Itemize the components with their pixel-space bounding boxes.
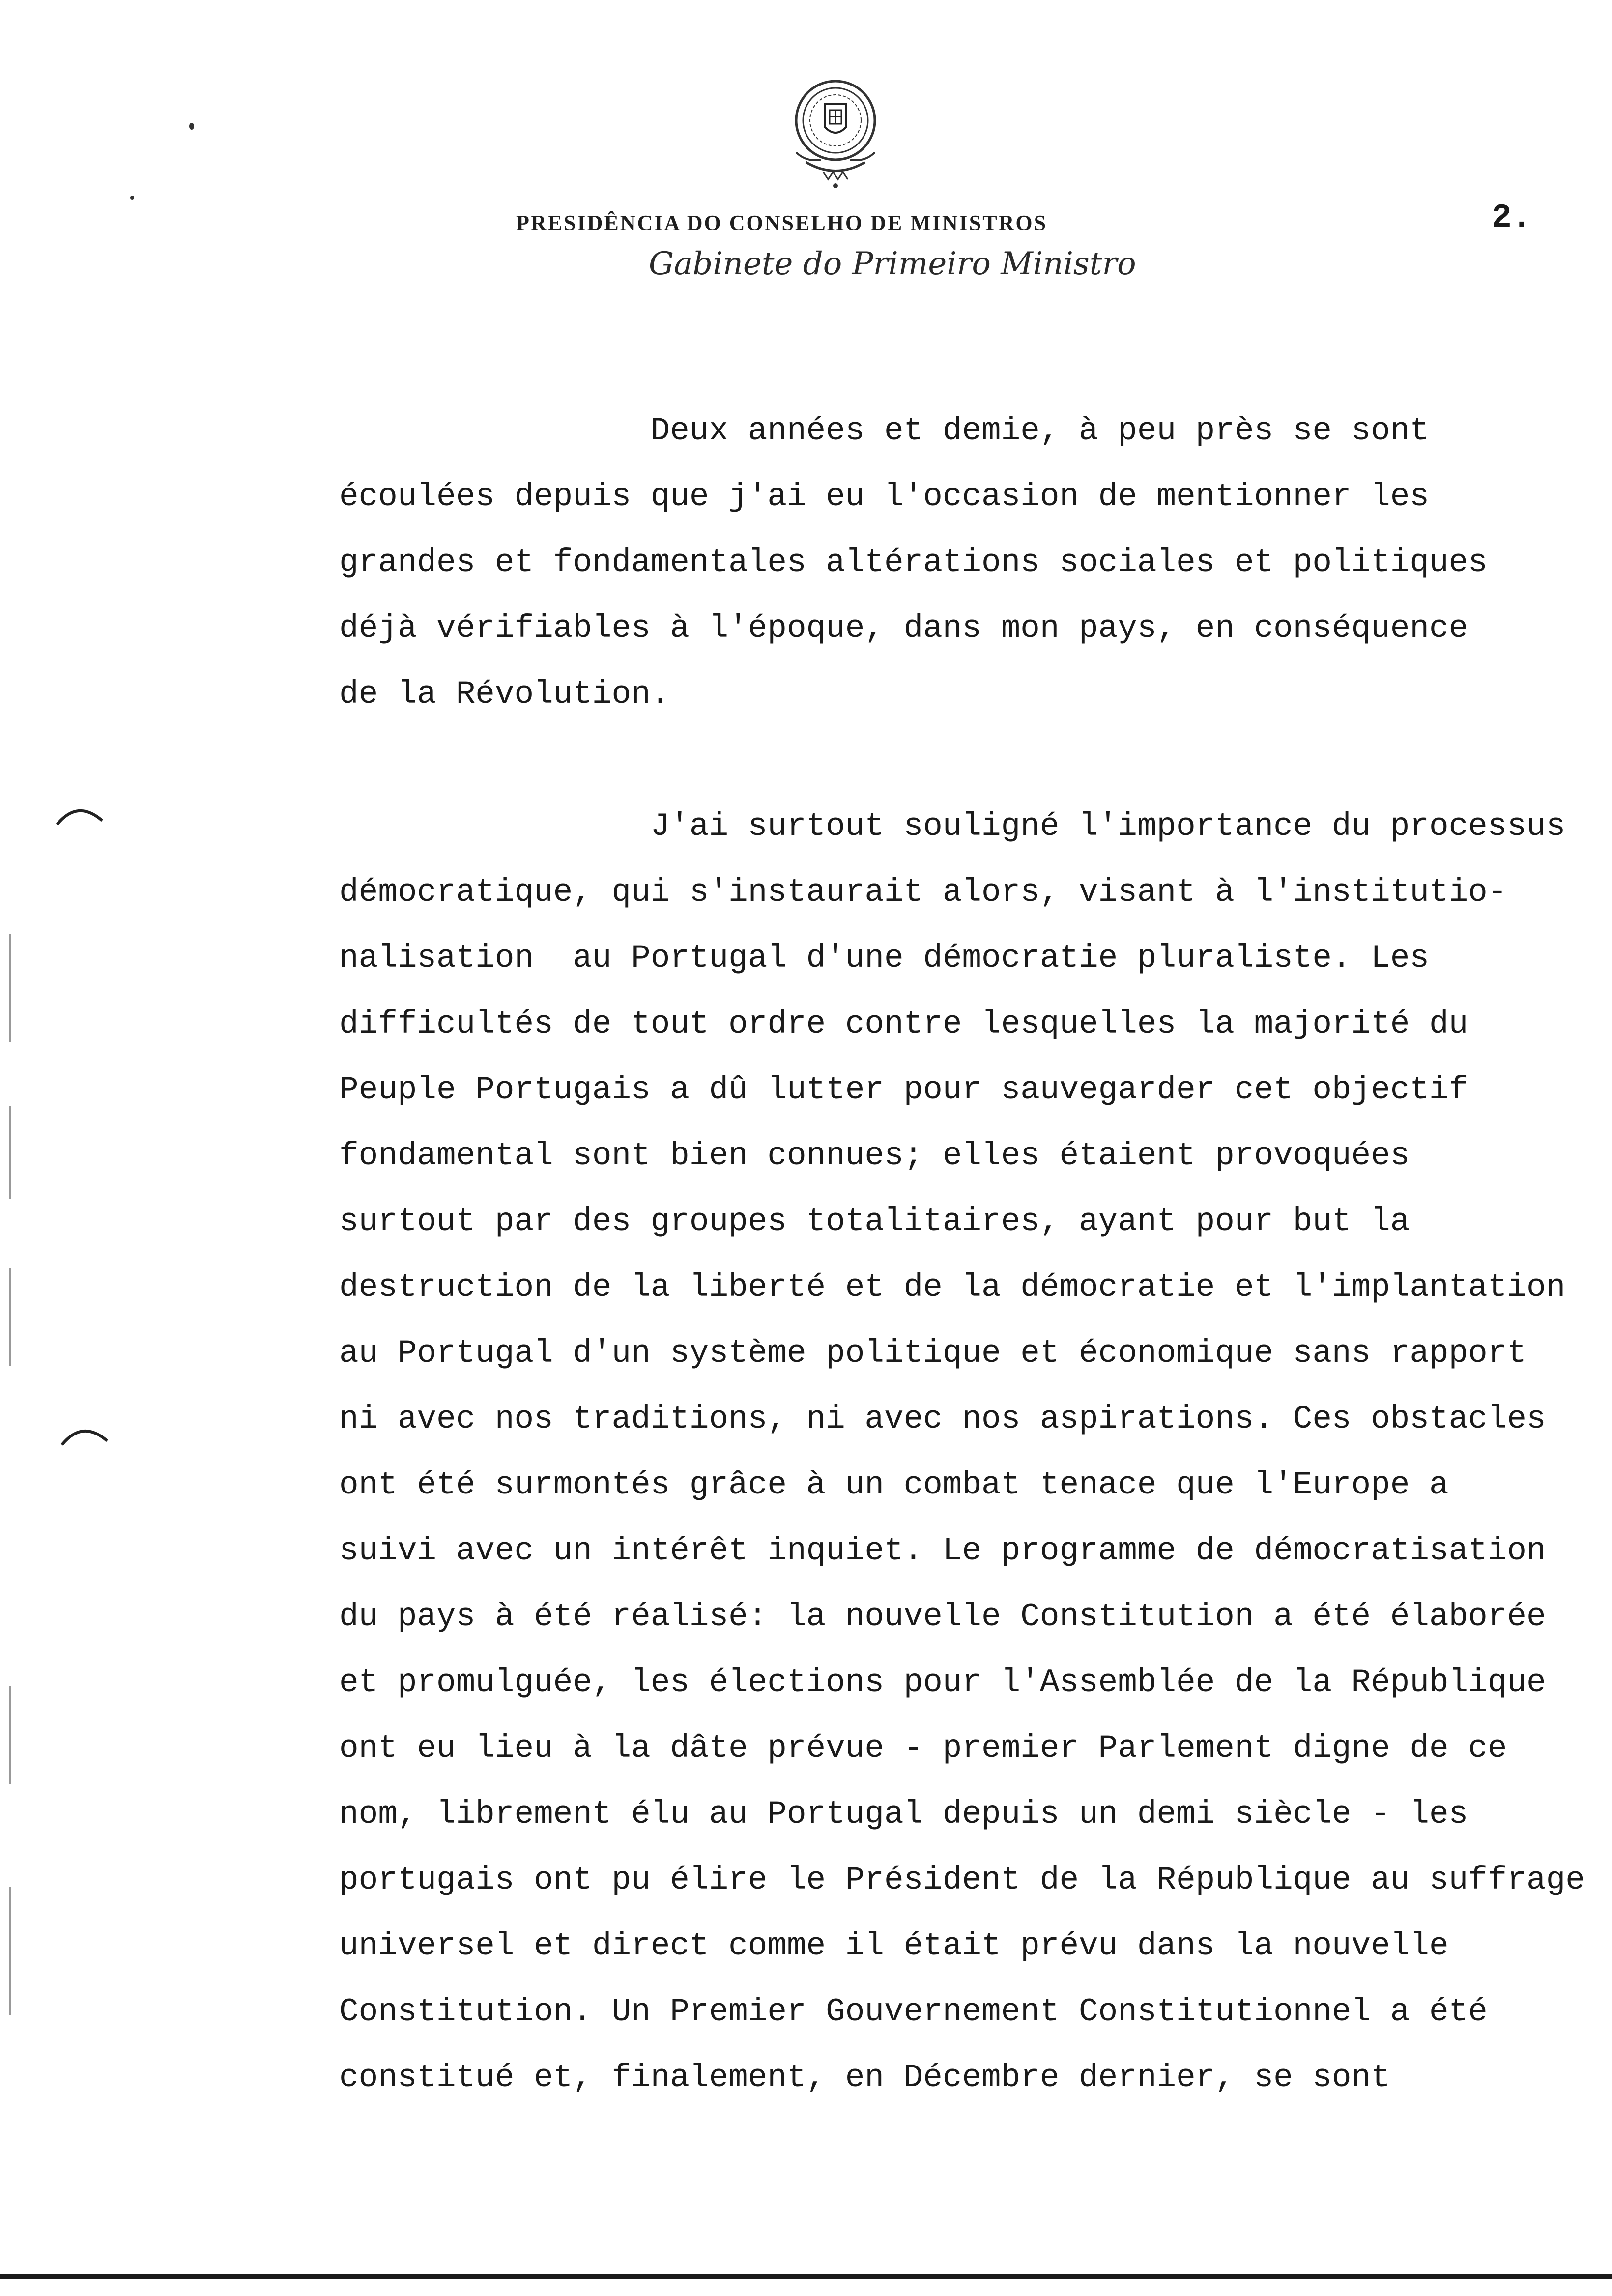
text-line: universel et direct comme il était prévu dans la nouvelle xyxy=(339,1927,1449,1964)
text-line: de la Révolution. xyxy=(339,676,670,713)
punch-hole-arc-icon xyxy=(58,1420,112,1450)
text-line: portugais ont pu élire le Président de la République au suffrage xyxy=(339,1862,1585,1898)
bottom-rule xyxy=(0,2274,1612,2279)
text-line: suivi avec un intérêt inquiet. Le programme de démocratisation xyxy=(339,1532,1546,1569)
coat-of-arms-seal-icon xyxy=(777,74,894,192)
text-line: destruction de la liberté et de la démocratie et l'implantation xyxy=(339,1269,1566,1306)
text-line: Constitution. Un Premier Gouvernement Constitutionnel a été xyxy=(339,1993,1488,2030)
text-line: nalisation au Portugal d'une démocratie pluraliste. Les xyxy=(339,940,1429,976)
text-line: surtout par des groupes totalitaires, ayant pour but la xyxy=(339,1203,1410,1240)
scan-dot xyxy=(189,123,194,130)
text-line: au Portugal d'un système politique et économique sans rapport xyxy=(339,1335,1526,1372)
text-line: constitué et, finalement, en Décembre dernier, se sont xyxy=(339,2059,1390,2096)
text-line: ont eu lieu à la dâte prévue - premier Parlement digne de ce xyxy=(339,1730,1507,1767)
text-line: Peuple Portugais a dû lutter pour sauvegarder cet objectif xyxy=(339,1071,1468,1108)
punch-hole-arc-icon xyxy=(53,800,107,830)
scan-edge-mark xyxy=(9,1106,11,1199)
text-line: fondamental sont bien connues; elles étaient provoquées xyxy=(339,1137,1410,1174)
scan-edge-mark xyxy=(9,934,11,1042)
text-line: et promulguée, les élections pour l'Assemblée de la République xyxy=(339,1664,1546,1701)
text-line: ni avec nos traditions, ni avec nos aspirations. Ces obstacles xyxy=(339,1401,1546,1437)
text-line: grandes et fondamentales altérations sociales et politiques xyxy=(339,544,1488,581)
scan-dot xyxy=(130,196,134,200)
letterhead-institution: PRESIDÊNCIA DO CONSELHO DE MINISTROS xyxy=(516,211,1048,235)
text-line: du pays à été réalisé: la nouvelle Constitution a été élaborée xyxy=(339,1598,1546,1635)
page-number: 2. xyxy=(1492,199,1532,237)
text-line: déjà vérifiables à l'époque, dans mon pays, en conséquence xyxy=(339,610,1468,647)
text-line: démocratique, qui s'instaurait alors, visant à l'institutio- xyxy=(339,874,1507,911)
scan-edge-mark xyxy=(9,1686,11,1784)
text-line: difficultés de tout ordre contre lesquelles la majorité du xyxy=(339,1005,1468,1042)
text-line: J'ai surtout souligné l'importance du processus xyxy=(339,808,1566,845)
letterhead-cabinet: Gabinete do Primeiro Ministro xyxy=(649,246,1136,282)
paragraph-2 xyxy=(339,794,1597,2111)
scan-edge-mark xyxy=(9,1268,11,1366)
paragraph-1 xyxy=(339,398,1597,727)
text-line: écoulées depuis que j'ai eu l'occasion de mentionner les xyxy=(339,478,1429,515)
scan-edge-mark xyxy=(9,1887,11,2015)
text-line: nom, librement élu au Portugal depuis un demi siècle - les xyxy=(339,1796,1468,1833)
text-line: ont été surmontés grâce à un combat tenace que l'Europe a xyxy=(339,1466,1449,1503)
text-line: Deux années et demie, à peu près se sont xyxy=(339,412,1429,449)
